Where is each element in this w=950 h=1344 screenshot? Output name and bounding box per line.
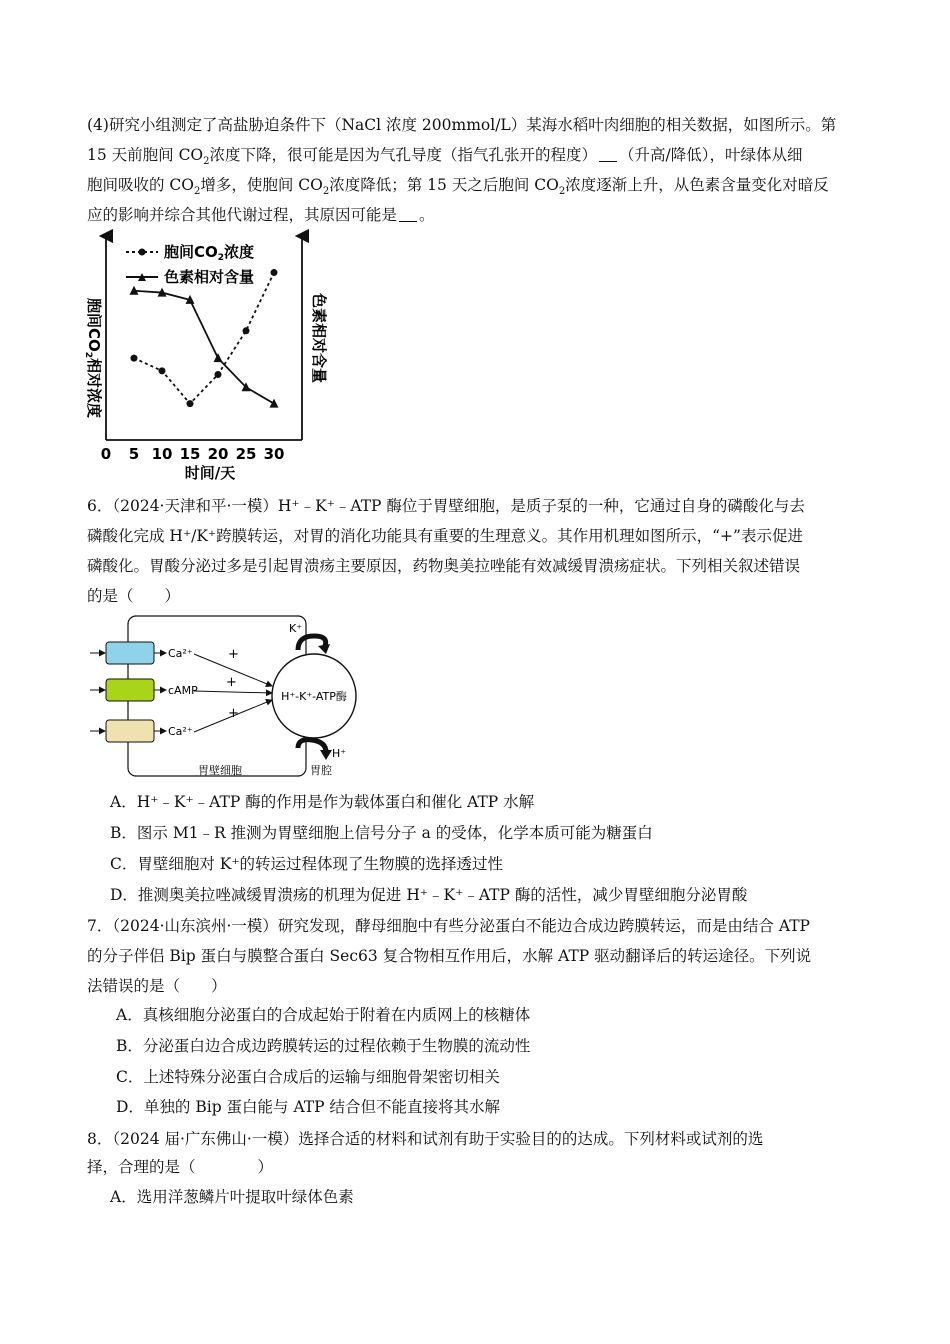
cell-label: 胃壁细胞 bbox=[198, 764, 242, 777]
enzyme-label: H⁺-K⁺-ATP酶 bbox=[281, 690, 347, 703]
q6-option-b[interactable]: B．图示 M1﹣R 推测为胃壁细胞上信号分子 a 的受体，化学本质可能为糖蛋白 bbox=[110, 824, 653, 842]
q4-line-3: 胞间吸收的 $CO_2$增多，使胞间 $CO_2$浓度降低；第 15 天之后胞间 $CO_2$浓度逐渐上升，从色素含量变化对暗反 bbox=[87, 176, 829, 198]
plus-3: + bbox=[228, 706, 239, 721]
x-tick-label: 30 bbox=[263, 445, 285, 463]
q4-line-1: (4)研究小组测定了高盐胁迫条件下（NaCl 浓度 200mmol/L）某海水稻叶肉细胞的相关数据，如图所示。第 bbox=[87, 116, 837, 134]
data-point bbox=[270, 399, 279, 408]
x-axis-label: 时间/天 bbox=[184, 464, 236, 482]
q6-option-a[interactable]: A．H⁺﹣K⁺﹣ATP 酶的作用是作为载体蛋白和催化 ATP 水解 bbox=[110, 793, 535, 811]
left-y-axis-label: 胞间$CO_2$相对浓度 bbox=[83, 297, 103, 419]
q8-line-1: 8．（2024 届·广东佛山·一模）选择合适的材料和试剂有助于实验目的的达成。下列材料或试剂的选 bbox=[87, 1130, 764, 1148]
signal-ca-1: Ca²⁺ bbox=[168, 647, 193, 660]
series-pigment bbox=[130, 286, 279, 408]
data-point bbox=[159, 367, 166, 374]
legend-series-pigment: 色素相对含量 bbox=[164, 268, 255, 286]
q7-option-b[interactable]: B．分泌蛋白边合成边跨膜转运的过程依赖于生物膜的流动性 bbox=[116, 1037, 531, 1055]
x-tick-label: 25 bbox=[235, 445, 257, 463]
k-ion-label: K⁺ bbox=[289, 622, 303, 635]
q6-option-d[interactable]: D．推测奥美拉唑减缓胃溃疡的机理为促进 H⁺﹣K⁺﹣ATP 酶的活性，减少胃壁细胞分泌胃酸 bbox=[110, 886, 748, 904]
q6-line-1: 6．（2024·天津和平·一模）H⁺﹣K⁺﹣ATP 酶位于胃壁细胞，是质子泵的一种，它通过自身的磷酸化与去 bbox=[87, 497, 805, 515]
legend-series-co2: 胞间$CO_2$浓度 bbox=[164, 243, 255, 263]
data-point bbox=[214, 353, 223, 362]
receptor-3 bbox=[106, 720, 154, 742]
x-tick-label: 5 bbox=[128, 445, 140, 463]
q6-line-4: 的是（ ） bbox=[87, 587, 181, 605]
co2-pigment-chart bbox=[80, 228, 340, 484]
h-ion-label: H⁺ bbox=[332, 747, 347, 760]
signal-camp: cAMP bbox=[168, 684, 198, 697]
data-point bbox=[243, 327, 250, 334]
plus-1: + bbox=[228, 647, 239, 662]
q8-line-2: 择，合理的是（ ） bbox=[87, 1158, 274, 1176]
receptor-2 bbox=[106, 679, 154, 701]
q7-line-1: 7．（2024·山东滨州·一模）研究发现，酵母细胞中有些分泌蛋白不能边合成边跨膜转运，而是由结合 ATP bbox=[87, 917, 810, 935]
q6-line-2: 磷酸化完成 H⁺/K⁺跨膜转运，对胃的消化功能具有重要的生理意义。其作用机理如图所示，“+”表示促进 bbox=[87, 527, 803, 545]
answer-blank[interactable] bbox=[399, 207, 417, 222]
legend bbox=[126, 243, 254, 286]
q7-option-d[interactable]: D．单独的 Bip 蛋白能与 ATP 结合但不能直接将其水解 bbox=[116, 1098, 501, 1116]
q7-line-3: 法错误的是（ ） bbox=[87, 977, 227, 995]
data-point bbox=[131, 355, 138, 362]
q6-line-3: 磷酸化。胃酸分泌过多是引起胃溃疡主要原因，药物奥美拉唑能有效减缓胃溃疡症状。下列相关叙述错误 bbox=[87, 557, 801, 575]
lumen-label: 胃腔 bbox=[310, 764, 332, 777]
x-tick-label: 10 bbox=[151, 445, 173, 463]
q7-option-c[interactable]: C．上述特殊分泌蛋白合成后的运输与细胞骨架密切相关 bbox=[116, 1068, 500, 1086]
signal-ca-2: Ca²⁺ bbox=[168, 725, 193, 738]
q6-option-c[interactable]: C．胃壁细胞对 K⁺的转运过程体现了生物膜的选择透过性 bbox=[110, 855, 504, 873]
q8-option-a[interactable]: A．选用洋葱鳞片叶提取叶绿体色素 bbox=[110, 1188, 354, 1206]
q4-line-2: 15 天前胞间 $CO_2$浓度下降，很可能是因为气孔导度（指气孔张开的程度） （升高/降低），叶绿体从细 bbox=[87, 146, 803, 168]
q7-line-2: 的分子伴侣 Bip 蛋白与膜整合蛋白 Sec63 复合物相互作用后，水解 ATP 驱动翻译后的转运途径。下列说 bbox=[87, 947, 812, 965]
receptor-1 bbox=[106, 642, 154, 664]
answer-blank[interactable] bbox=[599, 147, 617, 162]
x-tick-labels bbox=[101, 445, 285, 463]
right-y-axis-label: 色素相对含量 bbox=[310, 292, 328, 384]
series-co2 bbox=[131, 269, 278, 407]
q4-line-4: 应的影响并综合其他代谢过程，其原因可能是 。 bbox=[87, 206, 435, 224]
x-tick-label: 20 bbox=[207, 445, 229, 463]
series-line bbox=[134, 291, 274, 404]
data-point bbox=[187, 400, 194, 407]
q7-option-a[interactable]: A．真核细胞分泌蛋白的合成起始于附着在内质网上的核糖体 bbox=[116, 1006, 531, 1024]
plus-2: + bbox=[226, 675, 237, 690]
x-tick-label: 15 bbox=[179, 445, 201, 463]
x-tick-label: 0 bbox=[100, 445, 112, 463]
data-point bbox=[215, 371, 222, 378]
data-point bbox=[271, 269, 278, 276]
proton-pump-diagram bbox=[86, 612, 366, 782]
